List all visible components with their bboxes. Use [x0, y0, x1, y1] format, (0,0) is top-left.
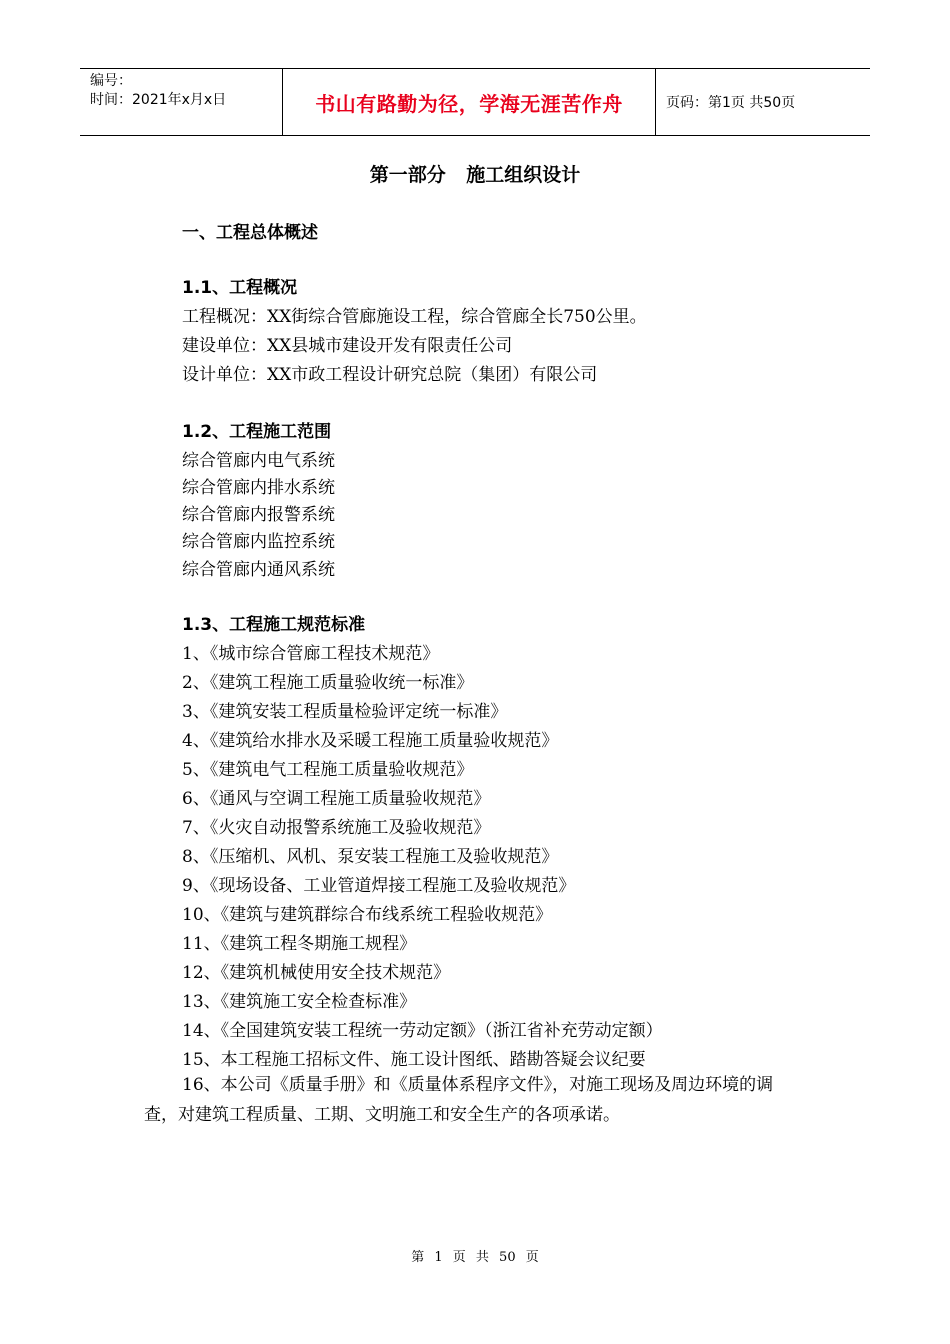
standard-item: 13、《建筑施工安全检查标准》	[182, 992, 417, 1012]
scope-item: 综合管廊内报警系统	[182, 505, 335, 525]
section-heading-1: 一、工程总体概述	[182, 223, 318, 243]
section-heading-1-3: 1.3、工程施工规范标准	[182, 615, 366, 635]
standard-item: 10、《建筑与建筑群综合布线系统工程验收规范》	[182, 905, 553, 925]
standard-item: 3、《建筑安装工程质量检验评定统一标准》	[182, 702, 508, 722]
standard-item: 4、《建筑给水排水及采暖工程施工质量验收规范》	[182, 731, 559, 751]
header-motto-cell	[282, 69, 656, 135]
builder-line: 建设单位：XX县城市建设开发有限责任公司	[182, 336, 513, 356]
standard-item: 6、《通风与空调工程施工质量验收规范》	[182, 789, 491, 809]
document-title: 第一部分 施工组织设计	[369, 164, 581, 186]
scope-item: 综合管廊内监控系统	[182, 532, 335, 552]
standard-item: 14、《全国建筑安装工程统一劳动定额》（浙江省补充劳动定额）	[182, 1021, 663, 1041]
standard-item: 2、《建筑工程施工质量验收统一标准》	[182, 673, 474, 693]
page-info: 页码：第1页 共50页	[666, 95, 796, 111]
standard-item: 9、《现场设备、工业管道焊接工程施工及验收规范》	[182, 876, 576, 896]
standard-item: 5、《建筑电气工程施工质量验收规范》	[182, 760, 474, 780]
section-heading-1-2: 1.2、工程施工范围	[182, 422, 332, 442]
page-header	[80, 68, 870, 136]
overview-line: 工程概况：XX街综合管廊施设工程，综合管廊全长750公里。	[182, 307, 647, 327]
scope-item: 综合管廊内通风系统	[182, 560, 335, 580]
section-heading-1-1: 1.1、工程概况	[182, 278, 298, 298]
commitment-paragraph: 16、本公司《质量手册》和《质量体系程序文件》，对施工现场及周边环境的调查，对建筑工程质量、工期、文明施工和安全生产的各项承诺。	[144, 1075, 774, 1125]
number-label: 编号：	[90, 73, 132, 89]
designer-line: 设计单位：XX市政工程设计研究总院（集团）有限公司	[182, 365, 598, 385]
standard-item: 7、《火灾自动报警系统施工及验收规范》	[182, 818, 491, 838]
date-label: 时间：2021年x月x日	[90, 92, 227, 108]
scope-item: 综合管廊内排水系统	[182, 478, 335, 498]
motto: 书山有路勤为径，学海无涯苦作舟	[315, 91, 623, 116]
page-footer: 第 1 页 共 50 页	[411, 1250, 539, 1265]
header-meta	[80, 69, 282, 135]
standard-item: 12、《建筑机械使用安全技术规范》	[182, 963, 451, 983]
scope-item: 综合管廊内电气系统	[182, 451, 335, 471]
standard-item: 15、本工程施工招标文件、施工设计图纸、踏勘答疑会议纪要	[182, 1050, 646, 1070]
standard-item: 8、《压缩机、风机、泵安装工程施工及验收规范》	[182, 847, 559, 867]
standard-item: 11、《建筑工程冬期施工规程》	[182, 934, 417, 954]
standard-item: 1、《城市综合管廊工程技术规范》	[182, 644, 440, 664]
